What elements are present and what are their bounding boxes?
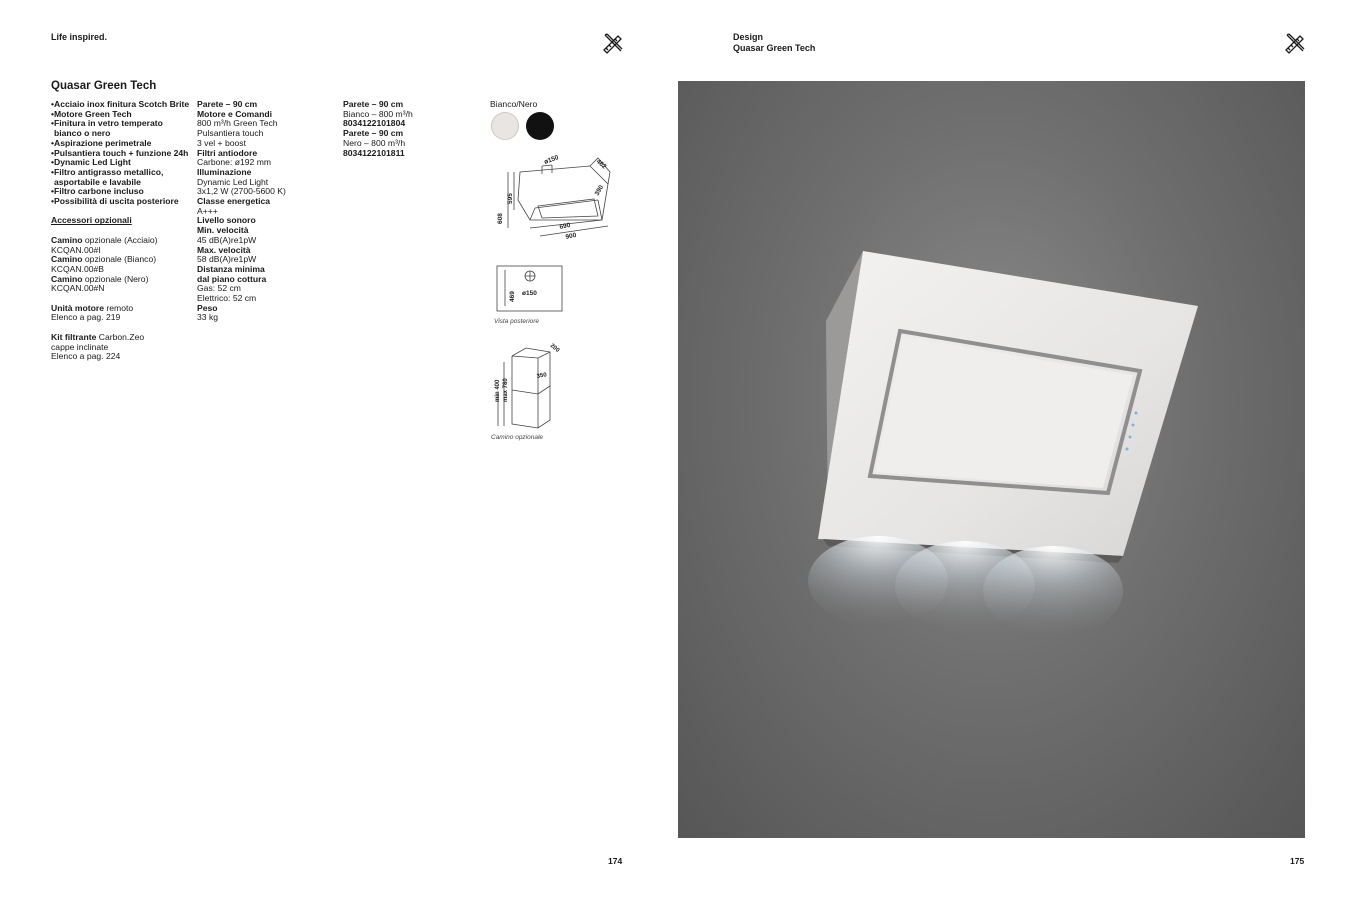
spec-line: Elettrico: 52 cm [197, 293, 257, 304]
hood-illustration [678, 81, 1305, 838]
accessories-title: Accessori opzionali [51, 215, 132, 226]
dim-d200: 200 [548, 342, 561, 354]
feature-item: •Filtro antigrasso metallico, [51, 166, 164, 177]
spec-line: 3 vel + boost [197, 137, 246, 148]
motor-unit-ref: Elenco a pag. 219 [51, 312, 121, 323]
spec-line: 45 dB(A)re1pW [197, 234, 257, 245]
feature-item: •Possibilità di uscita posteriore [51, 196, 179, 207]
left-page-number: 174 [608, 856, 623, 866]
spec-line: Max. velocità [197, 244, 251, 255]
accessory-code: KCQAN.00#I [51, 244, 101, 255]
feature-item: •Finitura in vetro temperato [51, 118, 163, 129]
features-column [51, 100, 189, 362]
spec-line: Carbone: ø192 mm [197, 157, 272, 168]
dim-d900: 900 [564, 231, 578, 241]
spec-line: dal piano cottura [197, 273, 267, 284]
header-design: Design [733, 32, 764, 42]
model-code: 8034122101811 [343, 147, 405, 158]
accessory-item: Camino opzionale (Bianco) [51, 254, 157, 265]
rear-view-caption: Vista posteriore [494, 318, 540, 325]
dim-d595: 595 [507, 193, 514, 204]
black-finish-swatch [526, 112, 554, 140]
dim-d462: 462 [594, 158, 608, 171]
spec-line: Livello sonoro [197, 215, 256, 226]
feature-item: asportabile e lavabile [54, 176, 141, 187]
dim-d150: ø150 [543, 154, 560, 166]
dim-d608: 608 [497, 213, 504, 224]
right-page-header [733, 32, 815, 54]
chimney-caption: Camino opzionale [491, 434, 544, 441]
right-page-number: 175 [1290, 856, 1305, 866]
spec-line: Classe energetica [197, 196, 271, 207]
white-finish-swatch [491, 112, 519, 140]
dim-d390: 390 [593, 184, 606, 197]
left-page-header: Life inspired. [51, 32, 108, 42]
spec-line: 3x1,2 W (2700-5600 K) [197, 186, 286, 197]
dim-d150b: ø150 [522, 290, 537, 297]
spec-line: Dynamic Led Light [197, 176, 269, 187]
model-line: Bianco – 800 m³/h [343, 108, 413, 119]
spec-line: Distanza minima [197, 263, 265, 274]
dim-max: max 780 [503, 378, 509, 402]
dim-d690: 690 [558, 221, 572, 231]
accessory-item: Camino opzionale (Nero) [51, 273, 149, 284]
filter-kit-ref: Elenco a pag. 224 [51, 351, 121, 362]
spec-line: A+++ [197, 205, 218, 216]
models-column [343, 100, 413, 158]
spec-line: Illuminazione [197, 166, 252, 177]
model-line: Parete – 90 cm [343, 99, 404, 109]
motor-unit: Unità motore remoto [51, 302, 134, 313]
spec-line: Peso [197, 302, 218, 313]
spec-line: 33 kg [197, 312, 219, 323]
model-line: Nero – 800 m³/h [343, 137, 406, 148]
feature-item: •Motore Green Tech [51, 108, 132, 119]
product-title: Quasar Green Tech [51, 80, 157, 92]
pencil-ruler-icon [601, 31, 625, 55]
spec-line: Motore e Comandi [197, 108, 272, 119]
filter-kit-line2: cappe inclinate [51, 341, 109, 352]
feature-item: •Filtro carbone incluso [51, 186, 144, 197]
dim-min: min 400 [495, 379, 501, 402]
accessory-code: KCQAN.00#N [51, 283, 105, 294]
accessory-item: Camino opzionale (Acciaio) [51, 234, 158, 245]
filter-kit: Kit filtrante Carbon.Zeo [51, 331, 145, 342]
spec-line: Pulsantiera touch [197, 128, 264, 139]
accessory-code: KCQAN.00#B [51, 263, 105, 274]
dim-d350: 350 [536, 372, 548, 380]
feature-item: bianco o nero [54, 128, 111, 139]
spec-line: Gas: 52 cm [197, 283, 241, 294]
rear-view-drawing [495, 262, 575, 318]
product-photo [678, 81, 1305, 838]
feature-item: •Dynamic Led Light [51, 157, 131, 168]
header-product: Quasar Green Tech [733, 43, 816, 53]
hood-dimension-drawing [490, 150, 625, 245]
feature-item: •Aspirazione perimetrale [51, 137, 152, 148]
spec-line: Parete – 90 cm [197, 99, 258, 109]
dim-d469: 469 [509, 291, 516, 302]
spec-line: Min. velocità [197, 225, 249, 236]
spec-line: Filtri antiodore [197, 147, 258, 158]
model-line: Parete – 90 cm [343, 128, 404, 139]
feature-item: •Pulsantiera touch + funzione 24h [51, 147, 189, 158]
finish-label: Bianco/Nero [490, 99, 538, 109]
pencil-ruler-icon [1283, 31, 1307, 55]
feature-item: •Acciaio inox finitura Scotch Brite [51, 99, 190, 109]
model-code: 8034122101804 [343, 118, 406, 129]
specs-column [197, 100, 286, 323]
spec-line: 800 m³/h Green Tech [197, 118, 278, 129]
spec-line: 58 dB(A)re1pW [197, 254, 257, 265]
chimney-drawing [490, 342, 570, 430]
